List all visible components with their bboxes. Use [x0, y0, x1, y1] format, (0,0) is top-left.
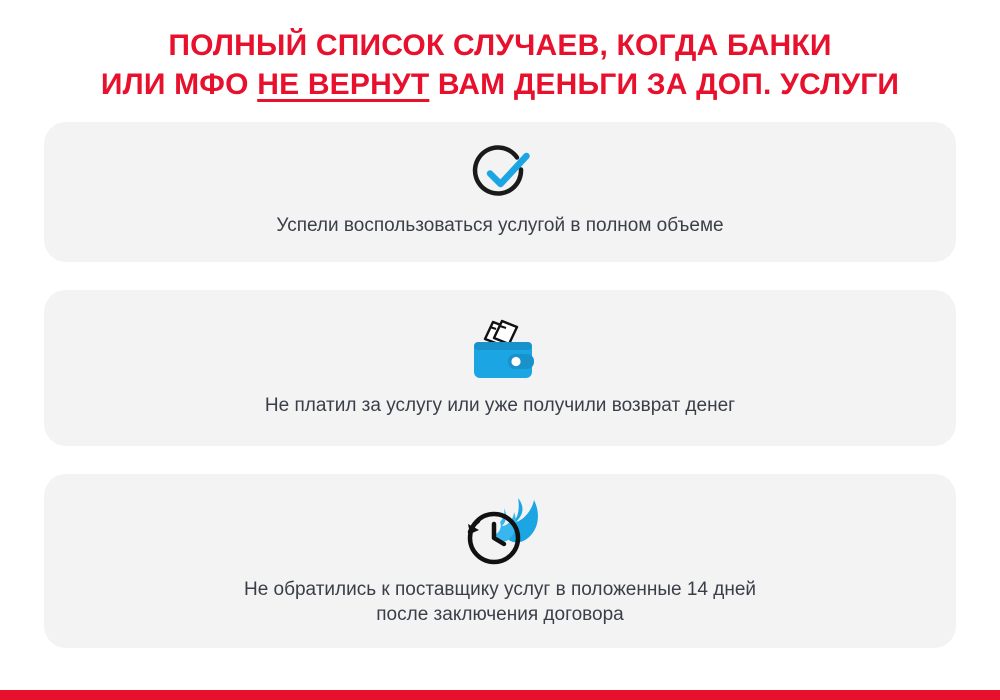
- list-item-label: Успели воспользоваться услугой в полном объеме: [276, 215, 724, 237]
- title-line-2: [20, 65, 980, 104]
- title-line-2-before: ИЛИ МФО: [100, 68, 258, 101]
- title-line-1: ПОЛНЫЙ СПИСОК СЛУЧАЕВ, КОГДА БАНКИ: [168, 29, 832, 62]
- footer-bar: [0, 690, 1000, 700]
- cards-list: [0, 122, 1000, 648]
- list-item: [44, 122, 956, 262]
- burning-clock-icon: [450, 493, 550, 569]
- title-highlight: НЕ ВЕРНУТ: [257, 68, 430, 101]
- page-title: [0, 0, 1000, 104]
- list-item: [44, 474, 956, 648]
- list-item-label: Не платил за услугу или уже получили возврат денег: [264, 395, 736, 417]
- check-circle-icon: [463, 143, 537, 205]
- list-item-label-line1: Не обратились к поставщику услуг в положенные 14 дней: [243, 578, 757, 600]
- wallet-icon: [457, 315, 543, 385]
- title-line-2-after: ВАМ ДЕНЬГИ ЗА ДОП. УСЛУГИ: [429, 68, 900, 101]
- list-item: [44, 290, 956, 446]
- list-item-label: [244, 577, 756, 627]
- list-item-label-line2: после заключения договора: [376, 604, 624, 625]
